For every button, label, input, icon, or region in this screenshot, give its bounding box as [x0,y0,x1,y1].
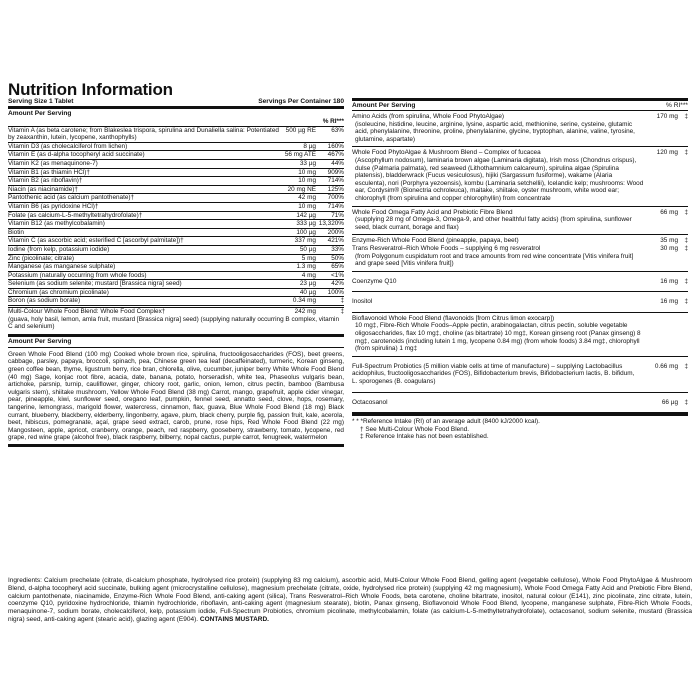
nutrient-name: Potassium (naturally occurring from whole foods) [8,271,147,279]
blend-name: Bioflavonoid Whole Food Blend (flavonoids [from Citrus limon exocarp]) [352,314,555,322]
blend-block [352,235,688,271]
nutrient-row [8,127,344,143]
blend-name: Coenzyme Q10 [352,277,397,285]
blend-block [352,147,688,206]
nutrient-amount: 0.34 mg [292,297,316,305]
blend-row [352,399,688,407]
amount-per-serving-label-right: Amount Per Serving [352,102,416,109]
nutrient-row [8,263,344,272]
nutrient-name: Vitamin E (as d-alpha tocopheryl acid succinate) [8,151,145,159]
nutrient-ri: 33% [331,245,344,253]
blend-name: Trans Resveratrol–Rich Whole Foods – supplying 6 mg resveratrol [352,244,541,252]
nutrient-amount: 23 µg [299,280,316,288]
blend-block [352,357,688,393]
multi-colour-desc: (guava, holy basil, lemon, amla fruit, mustard [Brassica nigra] seed) (supplying naturally occurring B complex, vitamin C and selenium) [8,315,340,331]
amount-per-serving-label: Amount Per Serving [8,110,72,117]
nutrient-ri: <1% [331,271,344,279]
nutrient-name: Niacin (as niacinamide)† [8,185,78,193]
blend-amount: 170 mg [656,113,678,120]
nutrient-name: Manganese (as manganese sulphate) [8,263,116,271]
blend-amount: 120 mg [656,149,678,157]
blend-amount: 16 mg [660,298,678,306]
blend-amount: 66 µg [661,398,678,406]
blend-desc: 10 mg‡, Fibre-Rich Whole Foods–Apple pectin, arabinogalactan, citrus pectin, soluble vegetable oligosaccharides, flax 10 mg‡, choline (as bitartrate) 10 mg‡, Korean ginseng root (Panax ginseng) 8 mg‡, carotenoids (including lutein 1 mg, lycopene 0.84 mg) (from whole foods) 3.84 mg‡, chlorophyll (from spirulina) 1 mg‡ [355,322,641,353]
blend-row [352,237,688,245]
nutrient-row [8,160,344,169]
nutrient-ri: 421% [327,237,344,245]
nutrient-row [8,143,344,152]
blend-desc: (supplying 28 mg of Omega-3, Omega-9, and other healthful fatty acids) (from spirulina, sunflower seed, black currant, borage and flax) [355,216,632,231]
nutrient-ri: 42% [331,280,344,288]
amount-per-serving-label-2: Amount Per Serving [8,337,72,345]
nutrient-name: Iodine (from kelp, potassium iodide) [8,245,110,253]
blend-name: Whole Food Omega Fatty Acid and Prebiotic Fibre Blend [352,208,513,216]
blend-desc: (from Polygonum cuspidatum root and trace amounts from red wine concentrate [Vitis vinifera fruit] and grape seed [Vitis vinifera fruit]) [355,252,634,268]
blend-row [352,298,688,306]
blend-row [352,149,688,157]
blend-name: Amino Acids (from spirulina, Whole Food PhytoAlgae) [352,113,505,120]
contains-warning: CONTAINS MUSTARD. [199,615,269,623]
blend-name: Octacosanol [352,398,388,406]
blend-row [352,278,688,286]
nutrient-row [8,212,344,221]
blend-amount: 35 mg [660,237,678,245]
multi-colour-blend [8,307,344,332]
nutrient-ri: 71% [331,211,344,219]
blend-name: Whole Food PhytoAlgae & Mushroom Blend – Complex of fucacea [352,149,541,157]
nutrient-ri: 13,320% [318,220,344,228]
nutrient-name: Selenium (as sodium selenite; mustard [Brassica nigra] seed) [8,280,182,288]
amount-header [8,109,344,118]
nutrient-amount: 5 mg [301,254,316,262]
nutrient-ri: 100% [327,288,344,296]
blend-ri: ‡ [684,208,688,216]
nutrient-amount: 8 µg [303,142,316,150]
blend-ri: ‡ [684,298,688,306]
amount-header-right [352,101,688,111]
nutrient-row [8,177,344,186]
nutrient-row [8,194,344,203]
nutrient-row [8,220,344,229]
nutrient-ri: 700% [327,194,344,202]
nutrient-name: Biotin [8,228,24,236]
nutrient-ri: 65% [331,263,344,271]
nutrient-row [8,186,344,195]
blend-block [352,207,688,236]
nutrient-ri: 63% [331,126,344,134]
blend-name: Enzyme-Rich Whole Food Blend (pineapple, papaya, beet) [352,237,519,245]
nutrient-name: Folate (as calcium-L-5-methyltetrahydrofolate)† [8,211,143,219]
blend-table [352,111,688,413]
nutrient-ri: 200% [327,228,344,236]
nutrient-amount: 10 mg [298,177,316,185]
nutrient-name: Vitamin B12 (as methylcobalamin) [8,220,105,228]
nutrient-amount: 500 µg RE [285,126,316,134]
nutrient-name: Vitamin B6 (as pyridoxine HCl)† [8,202,99,210]
blend-ri: ‡ [684,244,688,252]
nutrient-row [8,297,344,306]
blend-ri: ‡ [684,113,688,120]
nutrient-ri: 50% [331,254,344,262]
nutrient-amount: 142 µg [296,211,316,219]
ri-header-right: % RI*** [666,102,688,109]
blend-ri: ‡ [684,237,688,245]
right-panel [352,98,688,441]
multi-colour-amount: 242 mg [294,308,316,316]
blend-amount: 0.66 mg [654,362,678,370]
multi-colour-row [8,308,344,316]
footnote-dagger: † See Multi-Colour Whole Food Blend. [360,425,470,433]
nutrient-amount: 56 mg ATE [284,151,316,159]
nutrient-name: Vitamin K2 (as menaquinone-7) [8,159,98,167]
nutrient-row [8,246,344,255]
nutrient-name: Vitamin D3 (as cholecalciferol from lichen) [8,142,128,150]
blend-amount: 66 mg [660,208,678,216]
ri-header: % RI*** [322,118,344,125]
nutrient-amount: 20 mg NE [287,185,316,193]
multi-colour-pct: ‡ [340,308,344,316]
blend-block [352,272,688,293]
blend-ri: ‡ [684,398,688,406]
nutrient-ri: 125% [327,185,344,193]
ingredients-section [8,577,692,624]
blend-row [352,315,688,323]
blend-amount: 30 mg [660,244,678,252]
blend-block [352,111,688,147]
blend-amount: 16 mg [660,277,678,285]
blend-block [352,292,688,313]
nutrient-name: Vitamin B1 (as thiamin HCl)† [8,168,90,176]
nutrient-amount: 40 µg [299,288,316,296]
blend-row [352,113,688,121]
divider [8,444,344,447]
nutrient-ri: 714% [327,177,344,185]
footnotes [352,416,688,441]
ri-header-row [8,118,344,127]
amount-header-2 [8,337,344,348]
serving-info [8,98,344,106]
nutrient-ri: 467% [327,151,344,159]
nutrient-amount: 4 mg [301,271,316,279]
nutrient-amount: 1.3 mg [296,263,316,271]
nutrient-row [8,151,344,160]
blend-desc: (Ascophyllum nodosum), laminaria brown algae (Laminaria digitata), Irish moss (Chondrus crispus), dulse (Palmaria palmata), red seaweed (Lithothamnium calcareum), spirulina algae (Spirulina platensis), bladderwrack (Fucus vesiculosus), hijiki (Sargassum fusiforme), wakame (Alaria esculenta), nori (Porphyra yezoensis), kombu (Laminaria setchellii), Icelandic kelp; mushrooms: Wood ear, Cordysim® (Bionectria ochroleuca), maitake, shiitake, oyster mushroom, white wood ear; chlorophyll (from spirulina and copper chlorophyllin) from concentrate [355,156,644,202]
nutrient-name: Pantothenic acid (as calcium pantothenate)† [8,194,135,202]
blend-name: Inositol [352,298,373,306]
blend-ri: ‡ [684,277,688,285]
nutrient-name: Vitamin B2 (as riboflavin)† [8,177,83,185]
nutrient-ri: 160% [327,142,344,150]
nutrient-amount: 10 mg [298,168,316,176]
nutrient-name: Zinc (picolinate; citrate) [8,254,75,262]
nutrient-amount: 33 µg [299,159,316,167]
nutrient-amount: 10 mg [298,202,316,210]
blend-ri: ‡ [684,149,688,157]
green-blend-text: Green Whole Food Blend (100 mg) Cooked whole brown rice, spirulina, fructooligosaccharides (FOS), beet greens, cabbage, parsley, papaya, broccoli, spinach, pea, Chinese green tea leaf (decaffeinated), turmeric, Korean ginseng, green coffee bean, thyme, ligustrum berry, rice bran, chlorella, olive, cucumber, juniper berry White Whole Food Blend (40 mg) Sage, konjac root fibre, acacia, date, banana, potato, horseradish, white tea, Phaseolus vulgaris bean, artichoke, parsnip, turnip, cauliflower, ginger, chicory root, garlic, onion, lemon, citrus pectin, bamboo (Bambusa vulgaris stem), shiitake mushroom, Yellow Whole Food Blend (38 mg) Carrot, mango, grapefruit, apple cider vinegar, pear, pineapple, kiwi, sunflower seed, oregano leaf, pumpkin, fennel seed, annatto seed, clove, hops, rosemary, tangerine, lemongrass, marigold flower, watercress, cinnamon, flax, guava, Blue Whole Food Blend (18 mg) Black currant, blueberry, blackberry, elderberry, lingonberry, agave, plum, black cherry, purple fig, passion fruit, kale, acerola, beet, hibiscus, pomegranate, açaí, grape seed extract, carob, prune, rose hips, Red Whole Food Blend (22 mg) Mangosteen, apple, apricot, cranberry, orange, peach, red raspberry, gooseberry, strawberry, tomato, lycopene, red grape, red wine grape (alcohol free), black raspberry, bilberry, nopal cactus, purple carrot, fenugreek, watermelon [8,350,344,442]
multi-colour-name: Multi-Colour Whole Food Blend: Whole Food Complex† [8,308,166,316]
footnote-ri: * * *Reference Intake (RI) of an average adult (8400 kJ/2000 kcal). [352,418,540,426]
nutrient-row [8,255,344,264]
blend-row [352,209,688,217]
serving-size: Serving Size 1 Tablet [8,98,74,105]
nutrient-row [8,280,344,289]
nutrient-row [8,229,344,238]
blend-name: Full-Spectrum Probiotics (5 million viable cells at time of manufacture) – supplying Lactobacillus acidophilus, fructooligosaccharides (FOS), Bifidobacterium brevis, Bifidobacterium lactis, B. bifidum, L. sporogenes (B. coagulans) [352,362,635,386]
ingredients-text: Ingredients: Calcium prechelate (citrate, di-calcium phosphate, hydrolysed rice protein) (supplying 83 mg calcium), ascorbic acid, Multi-Colour Whole Food Blend, gelling agent (vegetable cellulose), Whole Food PhytoAlgae & Mushroom Blend, d-alpha tocopheryl acid succinate, bulking agent (microcrystalline cellulose), magnesium prechelate (citrate, oxide, hydrolysed rice protein) (supplying 42 mg magnesium), Whole Food Omega Fatty Acid and Prebiotic Fibre Blend, calcium pantothenate, niacinamide, Enzyme-Rich Whole Food Blend, anti-caking agent (silica), Trans Resveratrol–Rich Whole Foods, beta carotene, choline bitartrate, inositol, natural colour (E141), zinc picolinate, zinc citrate, lutein, coenzyme Q10, pyridoxine hydrochloride, thiamin hydrochloride, riboflavin, anti-caking agent (magnesium stearate), biotin, Panax ginseng, Bioflavonoid Whole Food Blend, lycopene, manganese sulphate, Fibre-Rich Whole Foods, menaquinone-7, sodium borate, cholecalciferol, kelp, potassium iodide, Full-Spectrum Probiotics, chromium picolinate, methylcobalamin, folate (as calcium-L-5-methyltetrahydrofolate), octacosanol, sodium selenite, mustard (Brassica nigra) seed, anti-caking agent (stearic acid), glazing agent (E904). [8,577,692,623]
servings-per-container: Servings Per Container 180 [258,98,344,105]
nutrient-amount: 100 µg [296,228,316,236]
nutrient-row [8,237,344,246]
left-panel [8,98,344,447]
nutrient-ri: 44% [331,159,344,167]
nutrient-row [8,169,344,178]
nutrient-name: Vitamin A (as beta carotene; from Blakeslea trispora, spirulina and Dunaliella salina: Potentiated by zeaxanthin, lutein, lycopene, xanthophylls) [8,126,279,142]
nutrient-ri: 714% [327,202,344,210]
nutrient-amount: 42 mg [298,194,316,202]
blend-desc: (isoleucine, histidine, leucine, arginine, lysine, aspartic acid, methionine, serine, cysteine, glutamic acid, phenylalanine, threonine, proline, phenylalanine, glycine, tryptophan, alanine, valine, tyrosine, glutamine, aspartate) [355,120,635,143]
nutrient-name: Boron (as sodium borate) [8,297,81,305]
nutrient-name: Chromium (as chromium picolinate) [8,288,109,296]
blend-row [352,363,688,386]
page-title: Nutrition Information [8,80,173,99]
nutrient-table [8,127,344,306]
blend-block [352,313,688,357]
nutrient-amount: 333 µg [296,220,316,228]
nutrient-amount: 50 µg [299,245,316,253]
blend-ri: ‡ [684,362,688,370]
nutrient-row [8,272,344,281]
nutrient-amount: 337 mg [294,237,316,245]
blend-block [352,393,688,414]
nutrient-row [8,289,344,298]
nutrient-ri: 909% [327,168,344,176]
nutrient-row [8,203,344,212]
footnote-double-dagger: ‡ Reference Intake has not been established. [360,433,489,441]
nutrient-name: Vitamin C (as ascorbic acid; esterified C [ascorbyl palmitate])† [8,237,184,245]
blend-row [352,245,688,253]
nutrient-ri: ‡ [340,297,344,305]
